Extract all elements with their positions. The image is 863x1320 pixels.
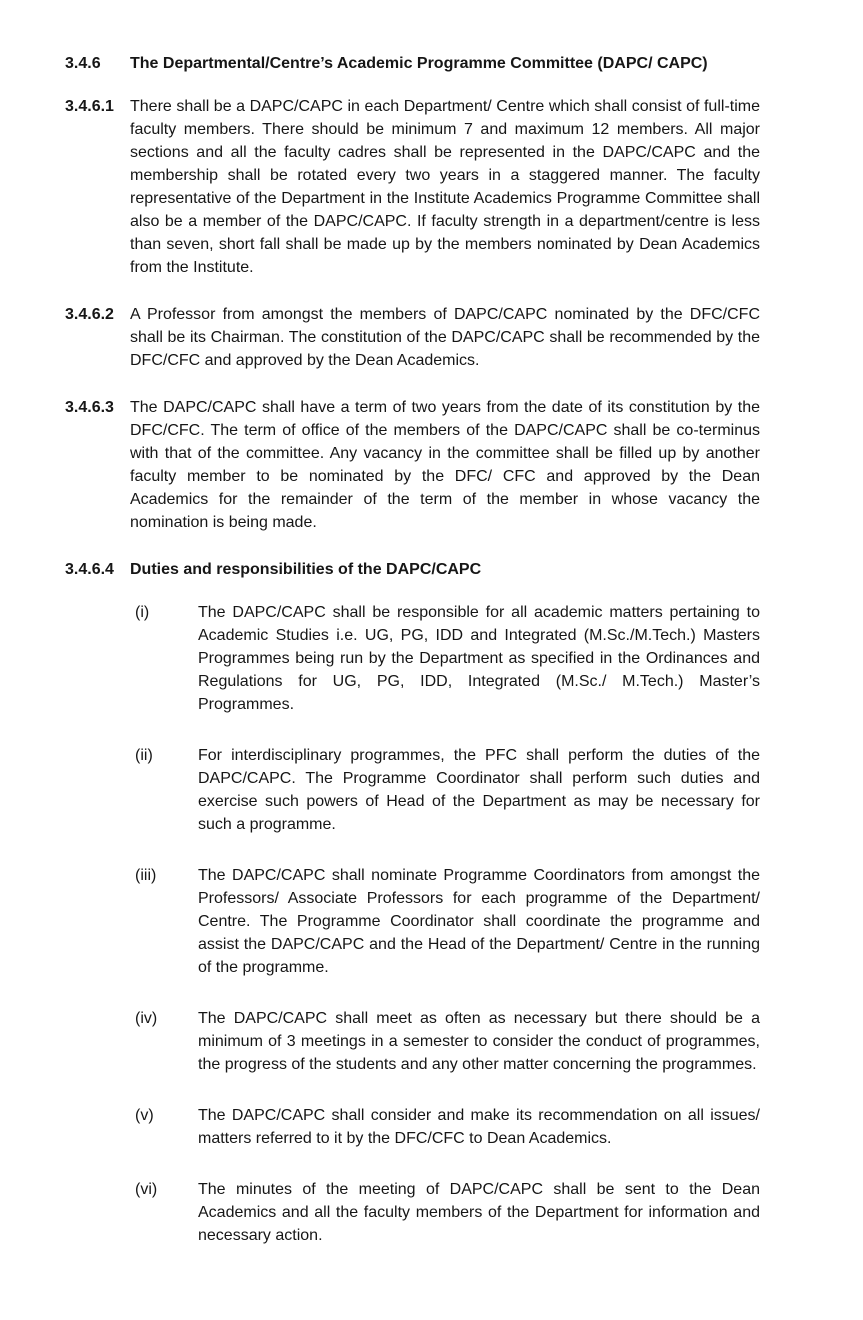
subclause-iv — [135, 1007, 760, 1076]
subclause-v — [135, 1104, 760, 1150]
subclause-iii — [135, 864, 760, 979]
clause-3-4-6-3 — [65, 396, 760, 534]
clause-3-4-6-4 — [65, 558, 760, 581]
clause-number: 3.4.6.4 — [65, 561, 114, 578]
subclause-vi — [135, 1178, 760, 1247]
clause-number: 3.4.6.3 — [65, 399, 114, 416]
subclause-text: The minutes of the meeting of DAPC/CAPC shall be sent to the Dean Academics and all the faculty members of the Department for information and necessary action. — [198, 1181, 760, 1244]
subclause-label: (vi) — [135, 1181, 158, 1198]
subclause-text: The DAPC/CAPC shall consider and make its recommendation on all issues/ matters referred to it by the DFC/CFC to Dean Academics. — [198, 1107, 760, 1147]
clause-3-4-6 — [65, 52, 760, 75]
clause-heading-text: The Departmental/Centre’s Academic Programme Committee (DAPC/ CAPC) — [130, 55, 708, 72]
subclause-label: (iv) — [135, 1010, 158, 1027]
subclause-text: The DAPC/CAPC shall nominate Programme Coordinators from amongst the Professors/ Associate Professors for each programme of the Department/ Centre. The Programme Coordinator shall coordinate the programme and assist the DAPC/CAPC and the Head of the Department/ Centre in the running of the programme. — [198, 867, 760, 976]
subclause-text: The DAPC/CAPC shall be responsible for all academic matters pertaining to Academic Studies i.e. UG, PG, IDD and Integrated (M.Sc./M.Tech.) Masters Programmes being run by the Department as specified in the Ordinances and Regulations for UG, PG, IDD, Integrated (M.Sc./ M.Tech.) Master’s Programmes. — [198, 604, 760, 713]
clause-heading-text: Duties and responsibilities of the DAPC/CAPC — [130, 561, 482, 578]
clause-3-4-6-1 — [65, 95, 760, 279]
clause-number: 3.4.6.1 — [65, 98, 114, 115]
subclause-label: (ii) — [135, 747, 153, 764]
subclause-label: (iii) — [135, 867, 157, 884]
clause-text: The DAPC/CAPC shall have a term of two years from the date of its constitution by the DFC/CFC. The term of office of the members of the DAPC/CAPC shall be co-terminus with that of the committee. Any vacancy in the committee shall be filled up by another faculty member to be nominated by the DFC/ CFC and approved by the Dean Academics for the remainder of the term of the member in whose vacancy the nomination is being made. — [130, 399, 760, 531]
subclause-i — [135, 601, 760, 716]
subclause-text: For interdisciplinary programmes, the PFC shall perform the duties of the DAPC/CAPC. The Programme Coordinator shall perform such duties and exercise such powers of Head of the Department as may be necessary for such a programme. — [198, 747, 760, 833]
clause-3-4-6-2 — [65, 303, 760, 372]
subclause-ii — [135, 744, 760, 836]
subclause-label: (v) — [135, 1107, 154, 1124]
subclause-label: (i) — [135, 604, 150, 621]
clause-text: A Professor from amongst the members of DAPC/CAPC nominated by the DFC/CFC shall be its Chairman. The constitution of the DAPC/CAPC shall be recommended by the DFC/CFC and approved by the Dean Academics. — [130, 306, 760, 369]
clause-number: 3.4.6 — [65, 55, 101, 72]
subclause-text: The DAPC/CAPC shall meet as often as necessary but there should be a minimum of 3 meetings in a semester to consider the conduct of programmes, the progress of the students and any other matter concerning the programmes. — [198, 1010, 760, 1073]
clause-number: 3.4.6.2 — [65, 306, 114, 323]
clause-text: There shall be a DAPC/CAPC in each Department/ Centre which shall consist of full-time faculty members. There should be minimum 7 and maximum 12 members. All major sections and all the faculty cadres shall be represented in the DAPC/CAPC and the membership shall be rotated every two years in a staggered manner. The faculty representative of the Department in the Institute Academics Programme Committee shall also be a member of the DAPC/CAPC. If faculty strength in a department/centre is less than seven, short fall shall be made up by the members nominated by Dean Academics from the Institute. — [130, 98, 760, 276]
